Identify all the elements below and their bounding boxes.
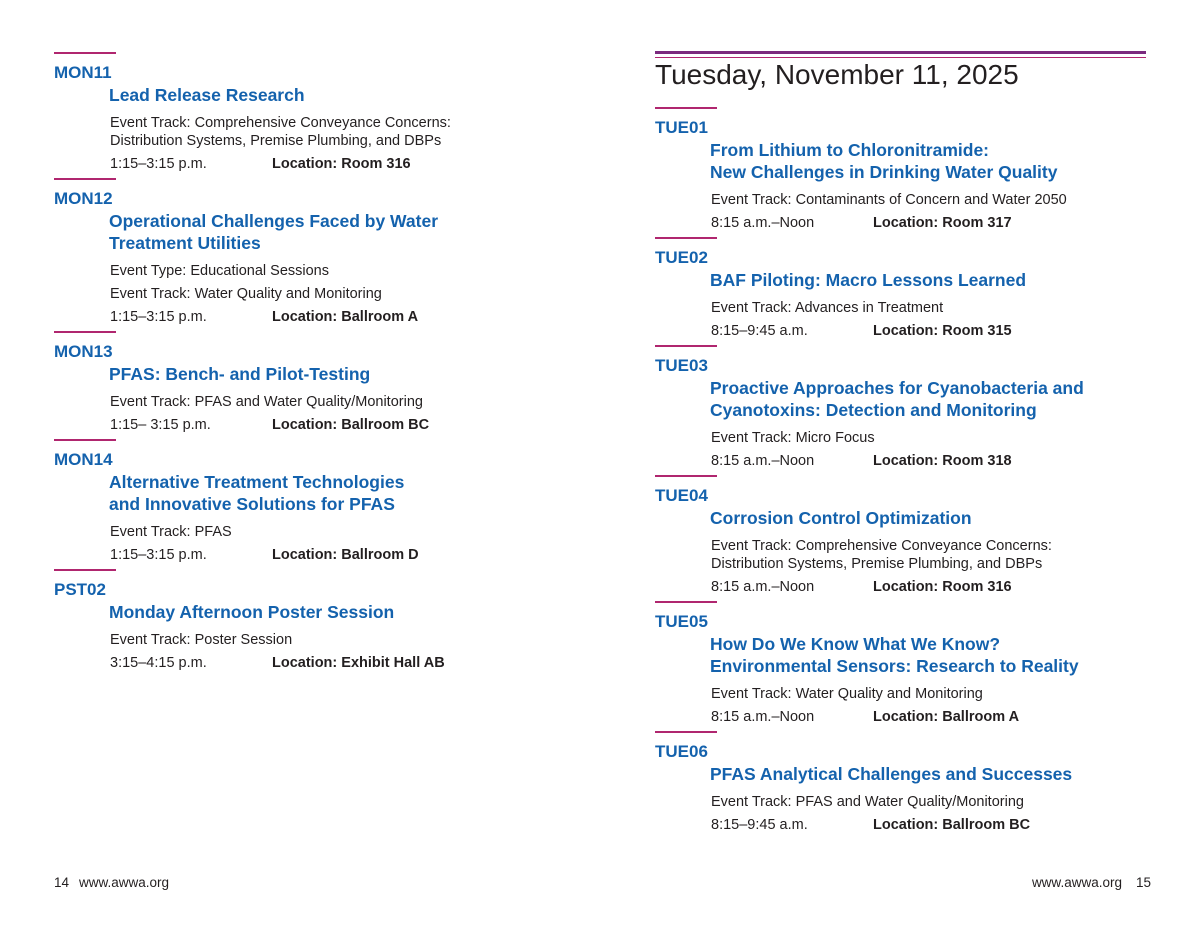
session-title-line: Monday Afternoon Poster Session [109,602,395,622]
session-title[interactable] [710,139,1150,183]
session-block [54,52,574,173]
page-number-left: 14 [54,875,70,890]
session-location: Location: Ballroom A [873,709,1020,725]
session-location: Location: Exhibit Hall AB [272,655,445,671]
session-title-line: and Innovative Solutions for PFAS [109,494,395,514]
session-title[interactable] [710,269,1150,291]
session-block [655,601,1150,726]
time-location-row [110,308,574,326]
session-block [54,439,574,564]
event-detail-line: Distribution Systems, Premise Plumbing, and DBPs [711,556,1043,572]
session-divider-rule [655,601,717,603]
session-code: PST02 [54,580,106,599]
session-location: Location: Ballroom BC [272,417,430,433]
session-details [110,262,574,326]
footer-url-left[interactable]: www.awwa.org [79,875,170,890]
session-time: 3:15–4:15 p.m. [110,655,207,671]
footer-left [54,875,169,890]
session-title[interactable] [710,377,1150,421]
session-title-line: Alternative Treatment Technologies [109,472,405,492]
session-divider-rule [54,178,116,180]
session-time: 1:15–3:15 p.m. [110,547,207,563]
session-title-line: PFAS: Bench- and Pilot-Testing [109,364,371,384]
session-block [655,345,1150,470]
session-details [711,685,1150,726]
session-time: 8:15 a.m.–Noon [711,453,815,469]
session-code: TUE04 [655,486,708,505]
session-title-line: Operational Challenges Faced by Water [109,211,439,231]
session-block [655,237,1150,340]
event-detail-line: Distribution Systems, Premise Plumbing, and DBPs [110,133,442,149]
session-details [711,429,1150,470]
session-block [655,107,1150,232]
session-title[interactable] [710,507,1150,529]
footer-url-right[interactable]: www.awwa.org [1031,875,1122,890]
session-title-line: Environmental Sensors: Research to Reality [710,656,1079,676]
session-block [54,331,574,434]
time-location-row [711,452,1150,470]
session-location: Location: Ballroom A [272,309,419,325]
event-detail [110,262,574,280]
left-page-column [54,52,574,677]
session-block [655,731,1150,834]
event-detail-line: Event Track: PFAS [110,524,232,540]
session-details [711,793,1150,834]
event-detail [711,191,1150,209]
event-detail-line: Event Track: Water Quality and Monitoring [711,686,983,702]
time-location-row [711,708,1150,726]
right-sessions-list [655,107,1150,834]
time-location-row [711,214,1150,232]
session-block [54,569,574,672]
right-page-column [655,51,1150,839]
session-title[interactable] [109,84,574,106]
event-detail [711,299,1150,317]
session-divider-rule [655,475,717,477]
session-divider-rule [655,731,717,733]
session-code: TUE02 [655,248,708,267]
session-title-line: Treatment Utilities [109,233,261,253]
session-location: Location: Ballroom BC [873,817,1031,833]
session-title[interactable] [710,763,1150,785]
event-detail-line: Event Track: PFAS and Water Quality/Monitoring [711,794,1024,810]
time-location-row [711,578,1150,596]
session-divider-rule [54,569,116,571]
session-block [655,475,1150,596]
session-title-line: Proactive Approaches for Cyanobacteria and [710,378,1084,398]
session-code: TUE05 [655,612,708,631]
session-time: 8:15 a.m.–Noon [711,579,815,595]
session-time: 1:15–3:15 p.m. [110,156,207,172]
session-title[interactable] [710,633,1150,677]
session-time: 8:15–9:45 a.m. [711,323,808,339]
session-divider-rule [54,331,116,333]
session-time: 8:15–9:45 a.m. [711,817,808,833]
event-detail-line: Event Track: Comprehensive Conveyance Concerns: [711,538,1052,554]
session-time: 1:15– 3:15 p.m. [110,417,211,433]
session-title[interactable] [109,471,574,515]
session-location: Location: Room 316 [272,156,411,172]
session-details [110,523,574,564]
session-code: TUE01 [655,118,708,137]
session-details [110,114,574,173]
session-details [110,631,574,672]
session-location: Location: Ballroom D [272,547,419,563]
session-time: 8:15 a.m.–Noon [711,709,815,725]
session-time: 1:15–3:15 p.m. [110,309,207,325]
event-detail-line: Event Track: Contaminants of Concern and Water 2050 [711,192,1067,208]
event-detail [110,631,574,649]
session-code: MON13 [54,342,113,361]
session-title[interactable] [109,601,574,623]
event-detail-line: Event Track: Advances in Treatment [711,300,944,316]
time-location-row [110,155,574,173]
footer-right [1032,875,1151,890]
session-title-line: From Lithium to Chloronitramide: [710,140,990,160]
session-title[interactable] [109,363,574,385]
session-details [711,191,1150,232]
event-detail [711,793,1150,811]
session-divider-rule [54,52,116,54]
event-detail [110,285,574,303]
session-details [110,393,574,434]
event-detail-line: Event Track: Comprehensive Conveyance Concerns: [110,115,451,131]
session-details [711,299,1150,340]
session-divider-rule [655,107,717,109]
session-title-line: PFAS Analytical Challenges and Successes [710,764,1073,784]
day-heading-rule-top [655,51,1146,54]
event-detail-line: Event Track: Poster Session [110,632,293,648]
session-location: Location: Room 317 [873,215,1012,231]
session-title[interactable] [109,210,574,254]
session-code: MON11 [54,63,112,82]
session-title-line: Lead Release Research [109,85,305,105]
event-detail-line: Event Track: PFAS and Water Quality/Monitoring [110,394,423,410]
session-code: TUE03 [655,356,708,375]
page-number-right: 15 [1135,875,1151,890]
event-detail [110,523,574,541]
session-divider-rule [655,237,717,239]
time-location-row [110,546,574,564]
session-code: MON12 [54,189,113,208]
session-divider-rule [655,345,717,347]
event-detail [711,685,1150,703]
session-title-line: BAF Piloting: Macro Lessons Learned [710,270,1027,290]
session-title-line: Corrosion Control Optimization [710,508,972,528]
event-detail [110,114,574,150]
session-location: Location: Room 315 [873,323,1012,339]
session-title-line: How Do We Know What We Know? [710,634,1001,654]
time-location-row [711,816,1150,834]
event-detail [110,393,574,411]
time-location-row [110,416,574,434]
session-code: MON14 [54,450,113,469]
day-heading: Tuesday, November 11, 2025 [655,59,1019,90]
session-time: 8:15 a.m.–Noon [711,215,815,231]
session-block [54,178,574,326]
session-title-line: New Challenges in Drinking Water Quality [710,162,1058,182]
time-location-row [711,322,1150,340]
time-location-row [110,654,574,672]
event-detail [711,537,1150,573]
event-detail-line: Event Track: Micro Focus [711,430,875,446]
event-detail [711,429,1150,447]
event-detail-line: Event Type: Educational Sessions [110,263,329,279]
session-details [711,537,1150,596]
session-location: Location: Room 316 [873,579,1012,595]
session-location: Location: Room 318 [873,453,1012,469]
event-detail-line: Event Track: Water Quality and Monitoring [110,286,382,302]
session-code: TUE06 [655,742,708,761]
session-divider-rule [54,439,116,441]
session-title-line: Cyanotoxins: Detection and Monitoring [710,400,1037,420]
